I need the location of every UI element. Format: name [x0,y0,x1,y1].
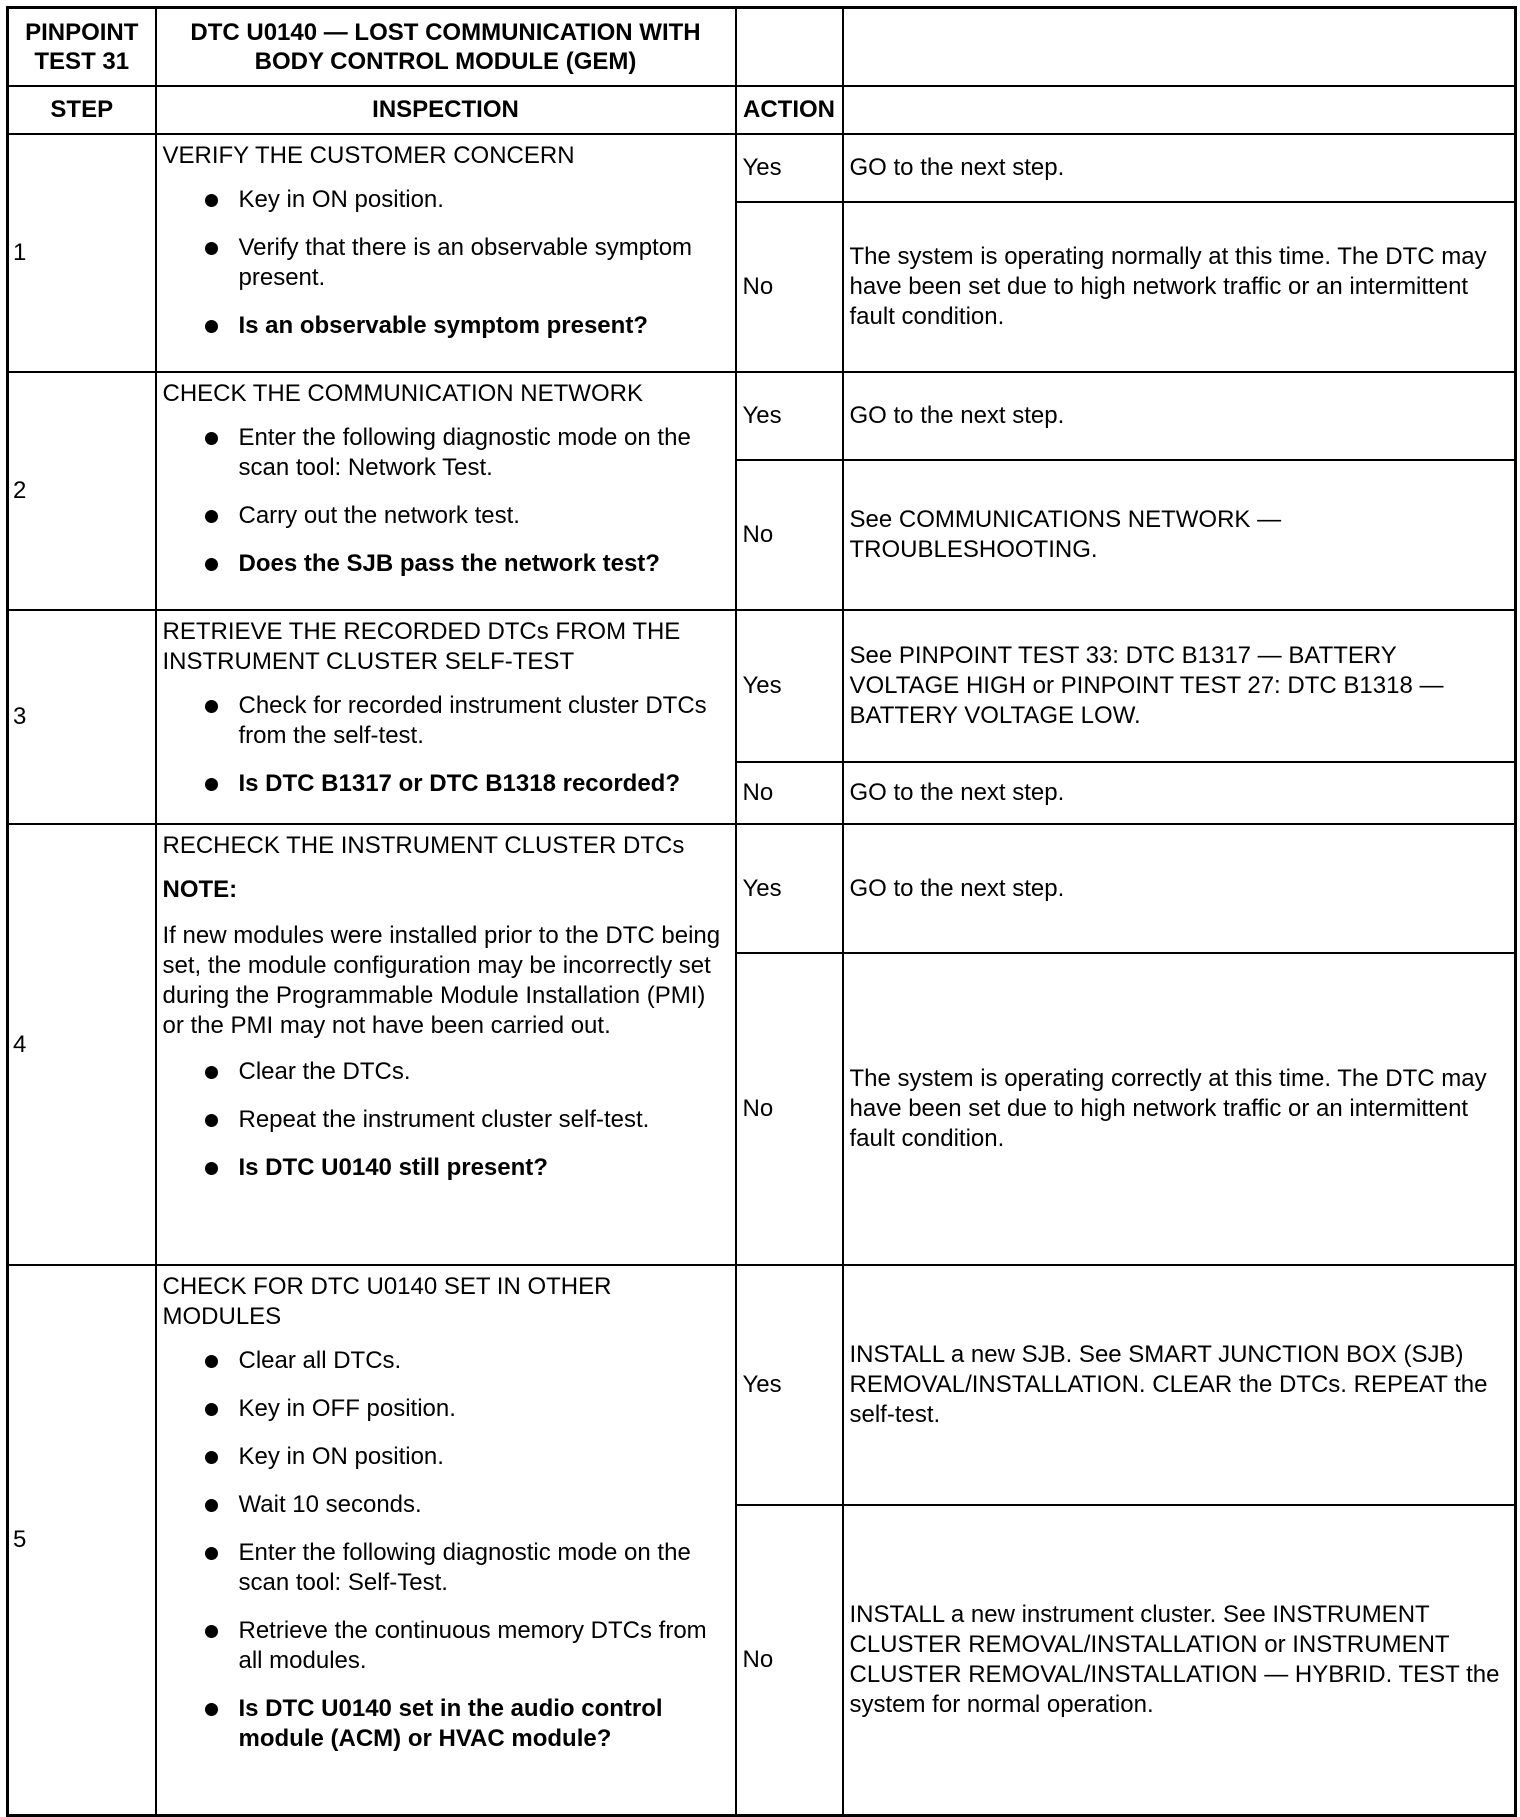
instruction-item: Key in ON position. [205,1442,729,1472]
instruction-item: Clear all DTCs. [205,1346,729,1376]
note-text: If new modules were installed prior to the DTC being set, the module configuration may be incorrectly set during the Programmable Module Installation (PMI) or the PMI may not have been carried out. [162,922,721,1039]
yes-action: GO to the next step. [843,824,1516,953]
no-action: The system is operating correctly at this time. The DTC may have been set due to high network traffic or an intermittent fault condition. [843,953,1516,1265]
yes-label: Yes [736,610,843,762]
instruction-item: Key in OFF position. [205,1394,729,1424]
instruction-item: Carry out the network test. [205,501,729,531]
step-number: 4 [8,824,156,1265]
title-row [8,8,1516,87]
step-heading: VERIFY THE CUSTOMER CONCERN [162,142,575,169]
no-label: No [736,460,843,610]
yes-label: Yes [736,1265,843,1505]
step-question: Is DTC B1317 or DTC B1318 recorded? [205,769,729,799]
instruction-list [163,185,729,341]
title-blank-cell [843,8,1516,87]
no-action: See COMMUNICATIONS NETWORK — TROUBLESHOOTING. [843,460,1516,610]
no-label: No [736,202,843,372]
yes-action: INSTALL a new SJB. See SMART JUNCTION BOX (SJB) REMOVAL/INSTALLATION. CLEAR the DTCs. REPEAT the self-test. [843,1265,1516,1505]
step-row-yes [8,134,1516,202]
instruction-list [163,1346,729,1754]
instruction-item: Wait 10 seconds. [205,1490,729,1520]
instruction-list [163,691,729,799]
instruction-item: Repeat the instrument cluster self-test. [205,1105,729,1135]
yes-action: GO to the next step. [843,372,1516,460]
inspection-cell [156,824,736,1265]
step-heading: RETRIEVE THE RECORDED DTCs FROM THE INSTRUMENT CLUSTER SELF-TEST [162,618,681,675]
step-heading: RECHECK THE INSTRUMENT CLUSTER DTCs [162,832,685,859]
inspection-cell [156,372,736,610]
step-question: Is DTC U0140 still present? [205,1153,729,1183]
action-column-header: ACTION [736,86,843,134]
note-label: NOTE: [162,876,238,903]
instruction-item: Enter the following diagnostic mode on the scan tool: Self-Test. [205,1538,729,1598]
step-number: 2 [8,372,156,610]
step-heading: CHECK FOR DTC U0140 SET IN OTHER MODULES [162,1273,612,1330]
yes-label: Yes [736,134,843,202]
step-question: Is an observable symptom present? [205,311,729,341]
step-question: Does the SJB pass the network test? [205,549,729,579]
pinpoint-label: PINPOINT TEST 31 [8,8,156,87]
instruction-list [163,423,729,579]
pinpoint-test-table [6,6,1517,1817]
no-label: No [736,953,843,1265]
instruction-item: Check for recorded instrument cluster DTCs from the self-test. [205,691,729,751]
step-row-yes [8,1265,1516,1505]
step-question: Is DTC U0140 set in the audio control module (ACM) or HVAC module? [205,1694,729,1754]
yes-label: Yes [736,372,843,460]
instruction-item: Verify that there is an observable symptom present. [205,233,729,293]
step-row-yes [8,610,1516,762]
step-number: 5 [8,1265,156,1815]
yes-action: See PINPOINT TEST 33: DTC B1317 — BATTERY VOLTAGE HIGH or PINPOINT TEST 27: DTC B1318 — BATTERY VOLTAGE LOW. [843,610,1516,762]
step-number: 1 [8,134,156,372]
instruction-item: Key in ON position. [205,185,729,215]
instruction-item: Retrieve the continuous memory DTCs from all modules. [205,1616,729,1676]
inspection-column-header: INSPECTION [156,86,736,134]
no-action: GO to the next step. [843,762,1516,824]
instruction-item: Clear the DTCs. [205,1057,729,1087]
yes-label: Yes [736,824,843,953]
no-label: No [736,762,843,824]
inspection-cell [156,1265,736,1815]
instruction-item: Enter the following diagnostic mode on the scan tool: Network Test. [205,423,729,483]
step-row-yes [8,372,1516,460]
inspection-cell [156,610,736,824]
title-blank-cell [736,8,843,87]
inspection-cell [156,134,736,372]
test-title: DTC U0140 — LOST COMMUNICATION WITH BODY CONTROL MODULE (GEM) [156,8,736,87]
instruction-list [163,1057,729,1183]
step-number: 3 [8,610,156,824]
step-heading: CHECK THE COMMUNICATION NETWORK [162,380,643,407]
no-action: INSTALL a new instrument cluster. See INSTRUMENT CLUSTER REMOVAL/INSTALLATION or INSTRUMENT CLUSTER REMOVAL/INSTALLATION — HYBRID. TEST the system for normal operation. [843,1505,1516,1815]
no-action: The system is operating normally at this time. The DTC may have been set due to high network traffic or an intermittent fault condition. [843,202,1516,372]
no-label: No [736,1505,843,1815]
header-blank-cell [843,86,1516,134]
step-column-header: STEP [8,86,156,134]
step-row-yes [8,824,1516,953]
yes-action: GO to the next step. [843,134,1516,202]
column-header-row [8,86,1516,134]
